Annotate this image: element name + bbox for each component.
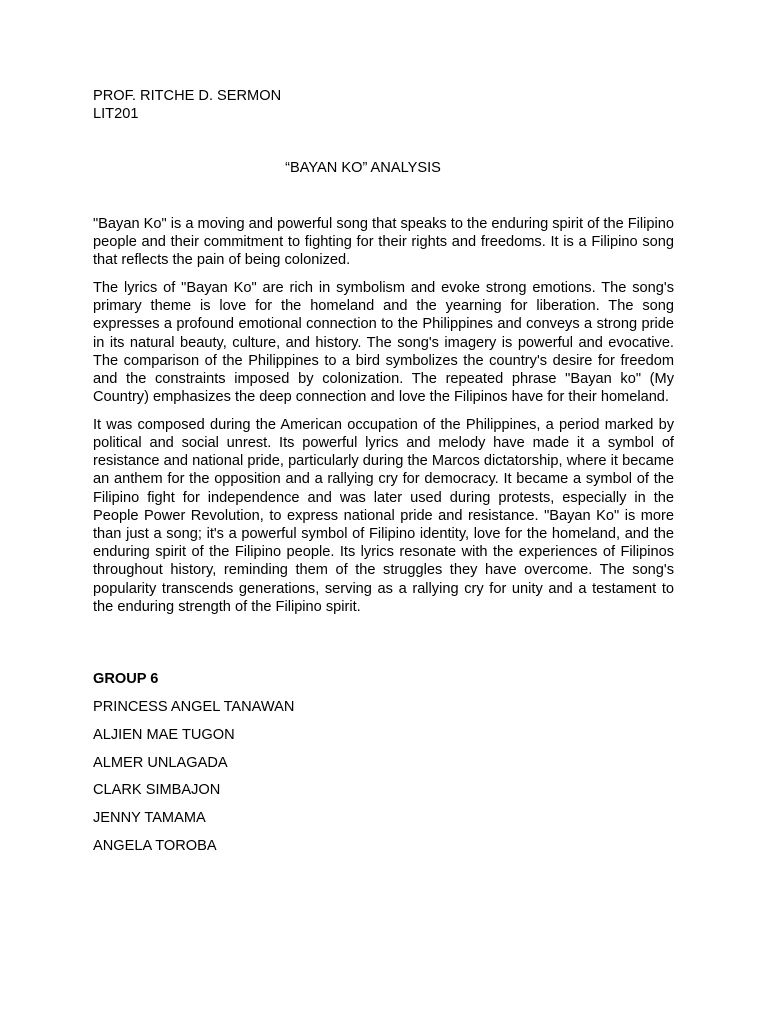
group-title: GROUP 6 [93,671,159,687]
group-member: JENNY TAMAMA [93,810,206,827]
group-member: ANGELA TOROBA [93,837,217,854]
group-member: ALJIEN MAE TUGON [93,726,235,743]
group-section [93,670,493,865]
paragraph-lyrics: The lyrics of "Bayan Ko" are rich in symbolism and evoke strong emotions. The song's primary theme is love for the homeland and the yearning for liberation. The song expresses a profound emotional connection to the Philippines and conveys a strong pride in its natural beauty, culture, and history. The song's imagery is powerful and evocative. The comparison of the Philippines to a bird symbolizes the country's desire for freedom and the constraints imposed by colonization. The repeated phrase "Bayan ko" (My Country) emphasizes the deep connection and love the Filipinos have for their homeland. [93,280,674,406]
analysis-body [93,215,674,625]
course-code: LIT201 [93,106,139,122]
group-member: ALMER UNLAGADA [93,754,228,771]
group-member: CLARK SIMBAJON [93,782,221,799]
paragraph-intro: "Bayan Ko" is a moving and powerful song that speaks to the enduring spirit of the Filipino people and their commitment to fighting for their rights and freedoms. It is a Filipino song that reflects the pain of being colonized. [93,216,674,269]
professor-name: PROF. RITCHE D. SERMON [93,88,282,104]
group-member: PRINCESS ANGEL TANAWAN [93,699,295,715]
document-title: “BAYAN KO” ANALYSIS [285,160,441,176]
paragraph-history: It was composed during the American occupation of the Philippines, a period marked by political and social unrest. Its powerful lyrics and melody have made it a symbol of resistance and national pride, particularly during the Marcos dictatorship, where it became an anthem for the opposition and a rallying cry for democracy. It became a symbol of the Filipino fight for independence and was later used during protests, especially in the People Power Revolution, to express national pride and resistance. "Bayan Ko" is more than just a song; it's a powerful symbol of Filipino identity, love for the homeland, and the enduring spirit of the Filipino people. Its lyrics resonate with the experiences of Filipinos throughout history, reminding them of the struggles they have overcome. The song's popularity transcends generations, serving as a rallying cry for unity and a testament to the enduring strength of the Filipino spirit. [93,416,674,615]
document-header [93,87,493,123]
